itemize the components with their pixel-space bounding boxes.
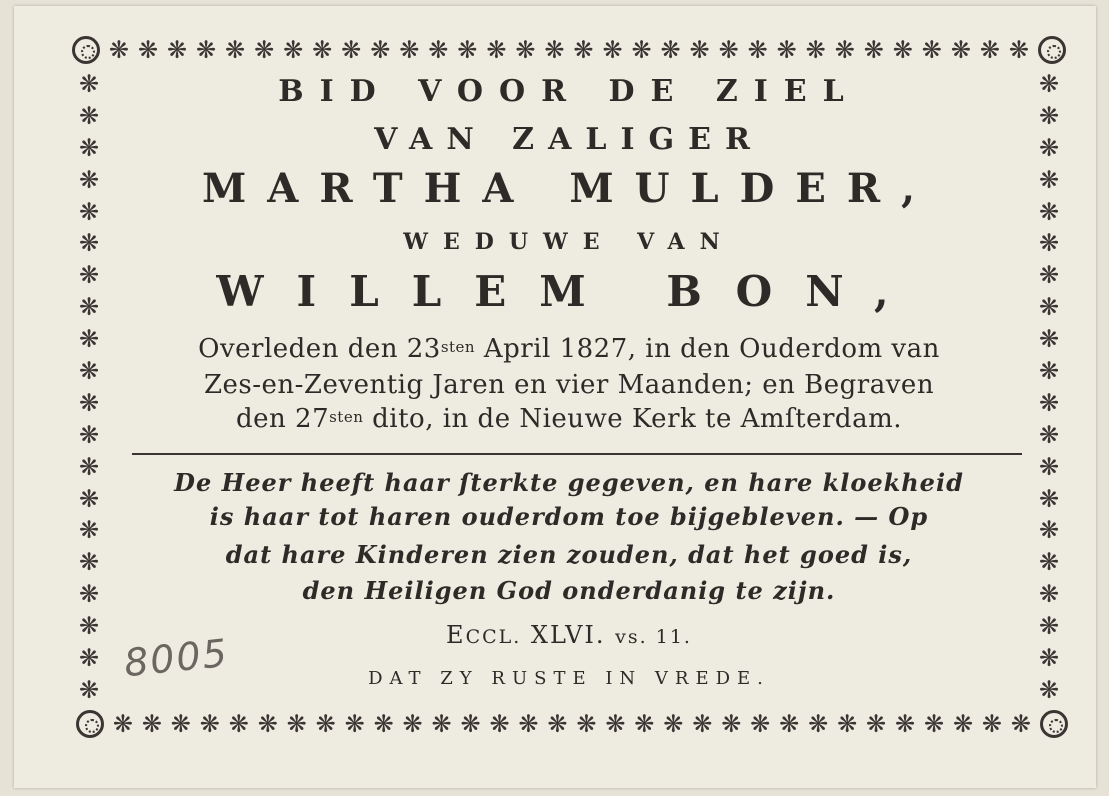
rosette-icon — [72, 36, 100, 64]
flower-icon: ❋ — [486, 36, 507, 64]
flower-icon: ❋ — [170, 710, 191, 738]
closing-line: DAT ZY RUSTE IN VREDE. — [368, 668, 770, 689]
flower-icon: ❋ — [837, 710, 858, 738]
flower-icon: ❋ — [78, 357, 100, 386]
memorial-card — [14, 6, 1096, 788]
flower-icon: ❋ — [692, 710, 713, 738]
flower-icon: ❋ — [489, 710, 510, 738]
flower-icon: ❋ — [78, 293, 100, 322]
death-age-text: April 1827, in den Ouderdom van — [475, 334, 940, 364]
flower-icon: ❋ — [547, 710, 568, 738]
flower-icon: ❋ — [1038, 70, 1060, 98]
flower-icon: ❋ — [78, 580, 100, 609]
flower-icon: ❋ — [1038, 229, 1060, 258]
flower-icon: ❋ — [602, 36, 623, 64]
verse-line-1: De Heer heeft haar ſterkte gegeven, en hare kloekheid — [174, 468, 964, 497]
flower-icon: ❋ — [78, 70, 100, 98]
flower-icon: ❋ — [78, 548, 100, 577]
verse-line-2: is haar tot haren ouderdom toe bijgebleven. — Op — [209, 502, 929, 531]
flower-icon: ❋ — [808, 710, 829, 738]
flower-icon: ❋ — [892, 36, 913, 64]
flower-icon: ❋ — [952, 710, 974, 738]
flower-icon: ❋ — [605, 710, 626, 738]
divider-rule — [132, 453, 1022, 455]
flower-icon: ❋ — [78, 101, 100, 130]
flower-icon: ❋ — [78, 675, 100, 704]
flower-icon: ❋ — [344, 710, 365, 738]
rosette-icon — [76, 710, 104, 738]
flower-icon: ❋ — [923, 710, 945, 738]
border-right — [1032, 72, 1066, 702]
flower-icon: ❋ — [431, 710, 452, 738]
flower-icon: ❋ — [1038, 452, 1060, 481]
flower-icon: ❋ — [950, 36, 971, 64]
reference-initial: E — [446, 621, 466, 649]
flower-icon: ❋ — [863, 36, 884, 64]
death-date-line — [114, 332, 1024, 366]
flower-icon: ❋ — [78, 229, 100, 258]
flower-icon: ❋ — [428, 36, 449, 64]
flower-icon: ❋ — [108, 36, 130, 64]
flower-icon: ❋ — [112, 710, 133, 738]
burial-line — [114, 402, 1024, 436]
heading-line-1: BID VOOR DE ZIEL — [278, 74, 860, 109]
flower-icon: ❋ — [1038, 325, 1060, 354]
relation-line: WEDUWE VAN — [403, 229, 735, 255]
flower-icon: ❋ — [199, 710, 220, 738]
flower-icon: ❋ — [78, 325, 100, 354]
flower-icon: ❋ — [981, 710, 1003, 738]
flower-icon: ❋ — [979, 36, 1000, 64]
spouse-name: WILLEM BON, — [216, 267, 922, 316]
flower-icon: ❋ — [78, 197, 100, 226]
flower-icon: ❋ — [228, 710, 249, 738]
flower-icon: ❋ — [78, 165, 100, 194]
border-bottom — [76, 704, 1068, 744]
flower-icon: ❋ — [399, 36, 420, 64]
flower-icon: ❋ — [1038, 548, 1060, 577]
flower-icon: ❋ — [805, 36, 826, 64]
flower-icon: ❋ — [137, 36, 159, 64]
flower-icon: ❋ — [1038, 261, 1060, 290]
rosette-icon — [1040, 710, 1068, 738]
flower-icon: ❋ — [370, 36, 391, 64]
reference-chapter: XLVI. — [521, 621, 616, 649]
deceased-name: MARTHA MULDER, — [202, 165, 936, 212]
verse-line-4: den Heiligen God onderdanig te zijn. — [302, 576, 836, 605]
flower-icon: ❋ — [921, 36, 942, 64]
flower-icon: ❋ — [78, 644, 100, 673]
rosette-icon — [1038, 36, 1066, 64]
flower-icon: ❋ — [1010, 710, 1031, 738]
flower-icon: ❋ — [721, 710, 742, 738]
flower-icon: ❋ — [78, 452, 100, 481]
flower-icon: ❋ — [1038, 644, 1060, 673]
burial-date-text: den 27 — [235, 404, 330, 434]
flower-icon: ❋ — [1038, 612, 1060, 641]
border-top — [72, 30, 1066, 70]
border-left — [72, 72, 106, 702]
flower-icon: ❋ — [460, 710, 481, 738]
flower-icon: ❋ — [515, 36, 536, 64]
flower-icon: ❋ — [576, 710, 597, 738]
burial-date-ordinal: sten — [329, 408, 364, 426]
flower-icon: ❋ — [1038, 357, 1060, 386]
flower-icon: ❋ — [225, 36, 246, 64]
flower-icon: ❋ — [457, 36, 478, 64]
flower-icon: ❋ — [254, 36, 275, 64]
flower-icon: ❋ — [834, 36, 855, 64]
burial-place-text: dito, in de Nieuwe Kerk te Amſterdam. — [363, 404, 902, 434]
flower-icon: ❋ — [573, 36, 594, 64]
flower-icon: ❋ — [402, 710, 423, 738]
flower-icon: ❋ — [1008, 36, 1029, 64]
death-date-text: Overleden den 23 — [198, 334, 441, 364]
reference-verse: vs. 11. — [615, 626, 692, 648]
flower-icon: ❋ — [1038, 133, 1060, 162]
flower-icon: ❋ — [866, 710, 887, 738]
flower-icon: ❋ — [747, 36, 768, 64]
flower-icon: ❋ — [78, 516, 100, 545]
flower-icon: ❋ — [689, 36, 710, 64]
pencil-inventory-number: 8005 — [121, 630, 231, 686]
flower-icon: ❋ — [166, 36, 188, 64]
flower-icon: ❋ — [1038, 420, 1060, 449]
flower-icon: ❋ — [141, 710, 162, 738]
flower-icon: ❋ — [78, 388, 100, 417]
flower-icon: ❋ — [895, 710, 916, 738]
flower-icon: ❋ — [663, 710, 684, 738]
flower-icon: ❋ — [1038, 484, 1060, 513]
flower-icon: ❋ — [257, 710, 278, 738]
age-line: Zes-en-Zeventig Jaren en vier Maanden; en Begraven — [203, 370, 935, 400]
flower-icon: ❋ — [283, 36, 304, 64]
flower-icon: ❋ — [1038, 388, 1060, 417]
flower-icon: ❋ — [341, 36, 362, 64]
heading-line-2: VAN ZALIGER — [374, 122, 764, 157]
flower-icon: ❋ — [750, 710, 771, 738]
flower-icon: ❋ — [631, 36, 652, 64]
flower-icon: ❋ — [1038, 675, 1060, 704]
flower-icon: ❋ — [518, 710, 539, 738]
flower-icon: ❋ — [78, 133, 100, 162]
flower-icon: ❋ — [544, 36, 565, 64]
flower-icon: ❋ — [315, 710, 336, 738]
flower-icon: ❋ — [776, 36, 797, 64]
death-date-ordinal: sten — [440, 338, 476, 356]
flower-icon: ❋ — [660, 36, 681, 64]
flower-icon: ❋ — [373, 710, 394, 738]
flower-icon: ❋ — [286, 710, 307, 738]
reference-book: CCL. — [465, 626, 522, 648]
flower-icon: ❋ — [1038, 293, 1060, 322]
flower-icon: ❋ — [634, 710, 655, 738]
flower-icon: ❋ — [718, 36, 739, 64]
flower-icon: ❋ — [78, 612, 100, 641]
flower-icon: ❋ — [312, 36, 333, 64]
flower-icon: ❋ — [78, 261, 100, 290]
flower-icon: ❋ — [779, 710, 800, 738]
flower-icon: ❋ — [1038, 580, 1060, 609]
flower-icon: ❋ — [1038, 516, 1060, 545]
flower-icon: ❋ — [1038, 197, 1060, 226]
scripture-reference — [114, 618, 1024, 654]
verse-line-3: dat hare Kinderen zien zouden, dat het goed is, — [225, 540, 913, 569]
flower-icon: ❋ — [1038, 101, 1060, 130]
flower-icon: ❋ — [78, 484, 100, 513]
flower-icon: ❋ — [196, 36, 217, 64]
flower-icon: ❋ — [78, 420, 100, 449]
flower-icon: ❋ — [1038, 165, 1060, 194]
